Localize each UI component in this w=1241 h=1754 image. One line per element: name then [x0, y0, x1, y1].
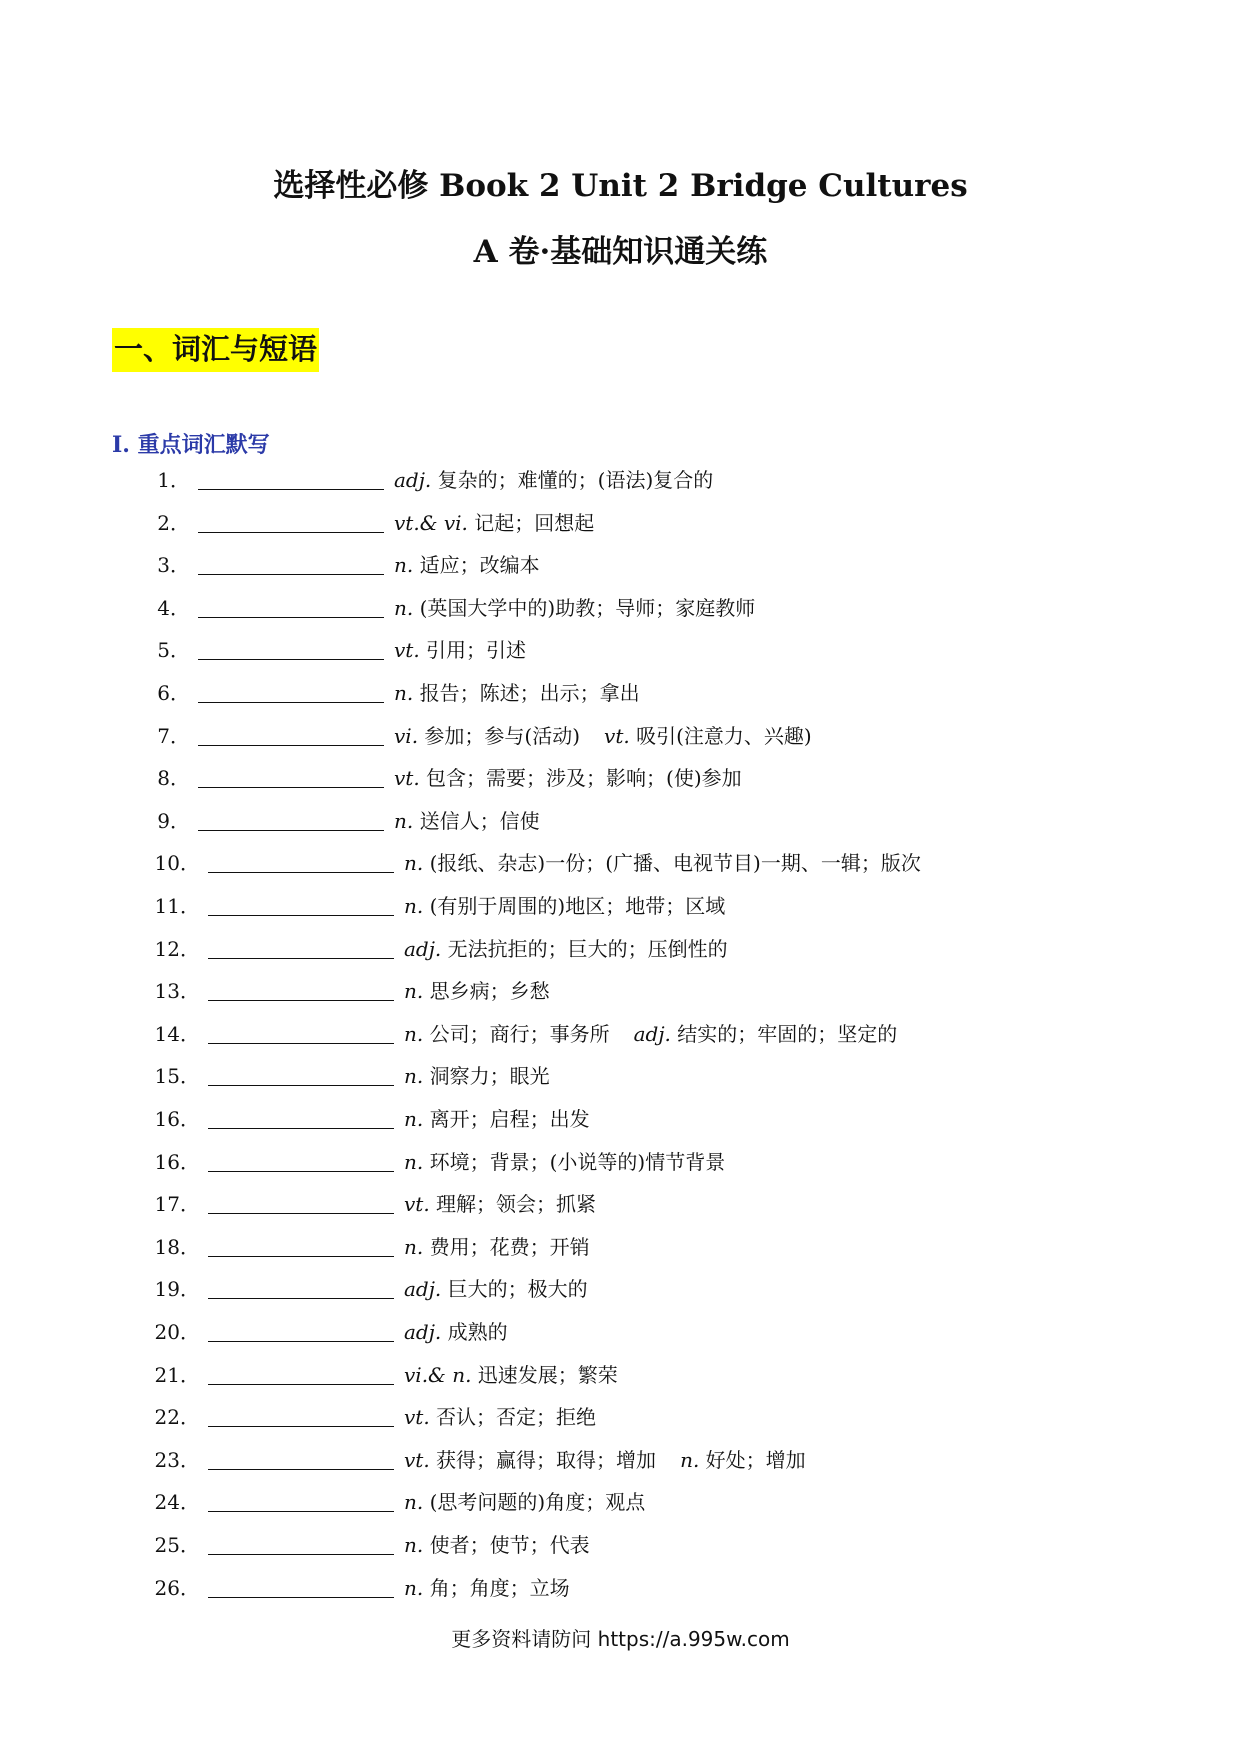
definition: 使者；使节；代表	[423, 1533, 590, 1557]
vocab-row	[150, 630, 1050, 670]
item-number: 7．	[157, 723, 190, 748]
item-number: 10．	[154, 851, 200, 876]
item-number: 24．	[154, 1490, 200, 1515]
item-number: 18．	[154, 1234, 200, 1259]
definition: 送信人；信使	[413, 808, 540, 833]
definition: 结实的；牢固的；坚定的	[670, 1021, 898, 1046]
part-of-speech: vi.	[394, 723, 419, 748]
definition: 洞察力；眼光	[423, 1064, 550, 1089]
definition: 无法抗拒的；巨大的；压倒性的	[441, 936, 728, 961]
part-of-speech: n.	[404, 1234, 424, 1259]
definition: (有别于周围的)地区；地带；区域	[423, 894, 726, 918]
part-of-speech: n.	[404, 1533, 424, 1557]
item-number: 16．	[154, 1149, 200, 1174]
vocab-row	[150, 1355, 1050, 1395]
definition: 环境；背景；(小说等的)情节背景	[423, 1149, 726, 1174]
definition: (英国大学中的)助教；导师；家庭教师	[413, 595, 756, 620]
part-of-speech: n.	[394, 595, 414, 620]
part-of-speech: adj.	[633, 1021, 671, 1046]
part-of-speech: vt.	[394, 638, 420, 663]
item-number: 25．	[154, 1533, 200, 1557]
vocab-row	[150, 503, 1050, 543]
item-number: 4．	[157, 595, 190, 620]
item-number: 14．	[154, 1021, 200, 1046]
answer-blank[interactable]	[208, 887, 394, 916]
part-of-speech: n.	[404, 979, 424, 1004]
part-of-speech: n.	[404, 1490, 424, 1515]
definition: (报纸、杂志)一份；(广播、电视节目)一期、一辑；版次	[423, 851, 921, 876]
definition: 引用；引述	[419, 638, 527, 663]
vocab-row	[150, 758, 1050, 798]
item-number: 17．	[154, 1192, 200, 1217]
part-of-speech: vt.	[404, 1405, 430, 1430]
section-heading: 一、词汇与短语	[112, 328, 319, 372]
part-of-speech: vt.	[394, 766, 420, 791]
answer-blank[interactable]	[208, 1526, 394, 1555]
part-of-speech: n.	[404, 851, 424, 876]
part-of-speech: adj.	[394, 468, 432, 492]
part-of-speech: n.	[394, 681, 414, 705]
part-of-speech: n.	[404, 1064, 424, 1089]
item-number: 22．	[154, 1405, 200, 1430]
definition: 迅速发展；繁荣	[471, 1362, 618, 1387]
answer-blank[interactable]	[198, 717, 384, 746]
vocab-row	[150, 801, 1050, 841]
part-of-speech: n.	[404, 1575, 424, 1600]
vocab-row	[150, 588, 1050, 628]
part-of-speech: adj.	[404, 1320, 442, 1344]
part-of-speech: n.	[394, 808, 414, 833]
item-number: 5．	[157, 638, 190, 663]
definition: 成熟的	[441, 1320, 508, 1344]
vocab-row	[150, 673, 1050, 713]
answer-blank[interactable]	[198, 631, 384, 660]
answer-blank[interactable]	[208, 1356, 394, 1385]
definition: 巨大的；极大的	[441, 1277, 588, 1302]
document-subtitle: A 卷·基础知识通关练	[473, 234, 768, 270]
definition: 包含；需要；涉及；影响；(使)参加	[419, 766, 742, 791]
vocab-row	[150, 1525, 1050, 1565]
answer-blank[interactable]	[198, 674, 384, 703]
vocab-row	[150, 545, 1050, 585]
definition: 报告；陈述；出示；拿出	[413, 681, 640, 705]
part-of-speech: n.	[404, 894, 424, 918]
vocab-row	[150, 1269, 1050, 1309]
answer-blank[interactable]	[208, 1313, 394, 1342]
part-of-speech: adj.	[404, 936, 442, 961]
vocab-row	[150, 1184, 1050, 1224]
definition: 吸引(注意力、兴趣)	[629, 723, 812, 748]
definition: 离开；启程；出发	[423, 1107, 590, 1131]
vocab-row	[150, 1397, 1050, 1437]
document-title: 选择性必修 Book 2 Unit 2 Bridge Cultures	[273, 168, 968, 204]
item-number: 9．	[157, 808, 190, 833]
answer-blank[interactable]	[208, 1569, 394, 1598]
vocab-row	[150, 460, 1050, 500]
part-of-speech: vt.	[404, 1447, 430, 1472]
part-of-speech: vt.	[404, 1192, 430, 1217]
item-number: 19．	[154, 1277, 200, 1302]
vocab-row	[150, 1099, 1050, 1139]
vocab-row	[150, 1227, 1050, 1267]
vocab-row	[150, 1482, 1050, 1522]
definition: 角；角度；立场	[423, 1575, 570, 1600]
part-of-speech: vi.& n.	[404, 1362, 472, 1387]
answer-blank[interactable]	[208, 930, 394, 959]
definition: (思考问题的)角度；观点	[423, 1490, 646, 1515]
definition: 获得；赢得；取得；增加	[429, 1447, 657, 1472]
answer-blank[interactable]	[208, 1185, 394, 1214]
definition: 公司；商行；事务所	[423, 1021, 610, 1046]
answer-blank[interactable]	[208, 972, 394, 1001]
answer-blank[interactable]	[198, 504, 384, 533]
answer-blank[interactable]	[208, 1441, 394, 1470]
item-number: 6．	[157, 681, 190, 705]
item-number: 23．	[154, 1447, 200, 1472]
answer-blank[interactable]	[198, 461, 384, 490]
answer-blank[interactable]	[198, 589, 384, 618]
answer-blank[interactable]	[208, 1228, 394, 1257]
vocab-row	[150, 971, 1050, 1011]
item-number: 21．	[154, 1362, 200, 1387]
vocab-row	[150, 1568, 1050, 1608]
item-number: 13．	[154, 979, 200, 1004]
definition: 否认；否定；拒绝	[429, 1405, 597, 1430]
part-of-speech: n.	[680, 1447, 700, 1472]
vocab-row	[150, 929, 1050, 969]
answer-blank[interactable]	[208, 1483, 394, 1512]
footer-link[interactable]: 更多资料请防问 https://a.995w.com	[451, 1627, 790, 1651]
part-of-speech: n.	[394, 553, 414, 578]
sub-heading: I. 重点词汇默写	[112, 432, 270, 458]
definition: 思乡病；乡愁	[423, 979, 550, 1004]
part-of-speech: n.	[404, 1021, 424, 1046]
item-number: 11．	[154, 894, 200, 918]
item-number: 20．	[154, 1320, 200, 1344]
item-number: 15．	[154, 1064, 200, 1089]
part-of-speech: vt.& vi.	[394, 510, 468, 535]
item-number: 26．	[154, 1575, 200, 1600]
definition: 适应；改编本	[413, 553, 540, 578]
item-number: 2．	[157, 510, 190, 535]
vocab-row	[150, 1312, 1050, 1352]
part-of-speech: vt.	[604, 723, 630, 748]
item-number: 8．	[157, 766, 190, 791]
part-of-speech: adj.	[404, 1277, 442, 1302]
definition: 复杂的；难懂的；(语法)复合的	[431, 468, 714, 492]
answer-blank[interactable]	[208, 1100, 394, 1129]
vocab-row	[150, 1440, 1050, 1480]
definition: 理解；领会；抓紧	[429, 1192, 597, 1217]
item-number: 16．	[154, 1107, 200, 1131]
part-of-speech: n.	[404, 1149, 424, 1174]
part-of-speech: n.	[404, 1107, 424, 1131]
item-number: 12．	[154, 936, 200, 961]
answer-blank[interactable]	[208, 1270, 394, 1299]
definition: 记起；回想起	[467, 510, 595, 535]
vocab-row	[150, 716, 1050, 756]
vocab-row	[150, 886, 1050, 926]
definition: 费用；花费；开销	[423, 1234, 590, 1259]
answer-blank[interactable]	[208, 1143, 394, 1172]
answer-blank[interactable]	[198, 802, 384, 831]
definition: 参加；参与(活动)	[418, 723, 581, 748]
definition: 好处；增加	[699, 1447, 806, 1472]
vocab-row	[150, 1142, 1050, 1182]
answer-blank[interactable]	[208, 1398, 394, 1427]
vocab-row	[150, 843, 1050, 883]
answer-blank[interactable]	[208, 1057, 394, 1086]
answer-blank[interactable]	[198, 759, 384, 788]
answer-blank[interactable]	[208, 844, 394, 873]
item-number: 3．	[157, 553, 190, 578]
vocab-row	[150, 1014, 1050, 1054]
vocab-row	[150, 1056, 1050, 1096]
answer-blank[interactable]	[198, 546, 384, 575]
answer-blank[interactable]	[208, 1015, 394, 1044]
item-number: 1．	[157, 468, 190, 492]
